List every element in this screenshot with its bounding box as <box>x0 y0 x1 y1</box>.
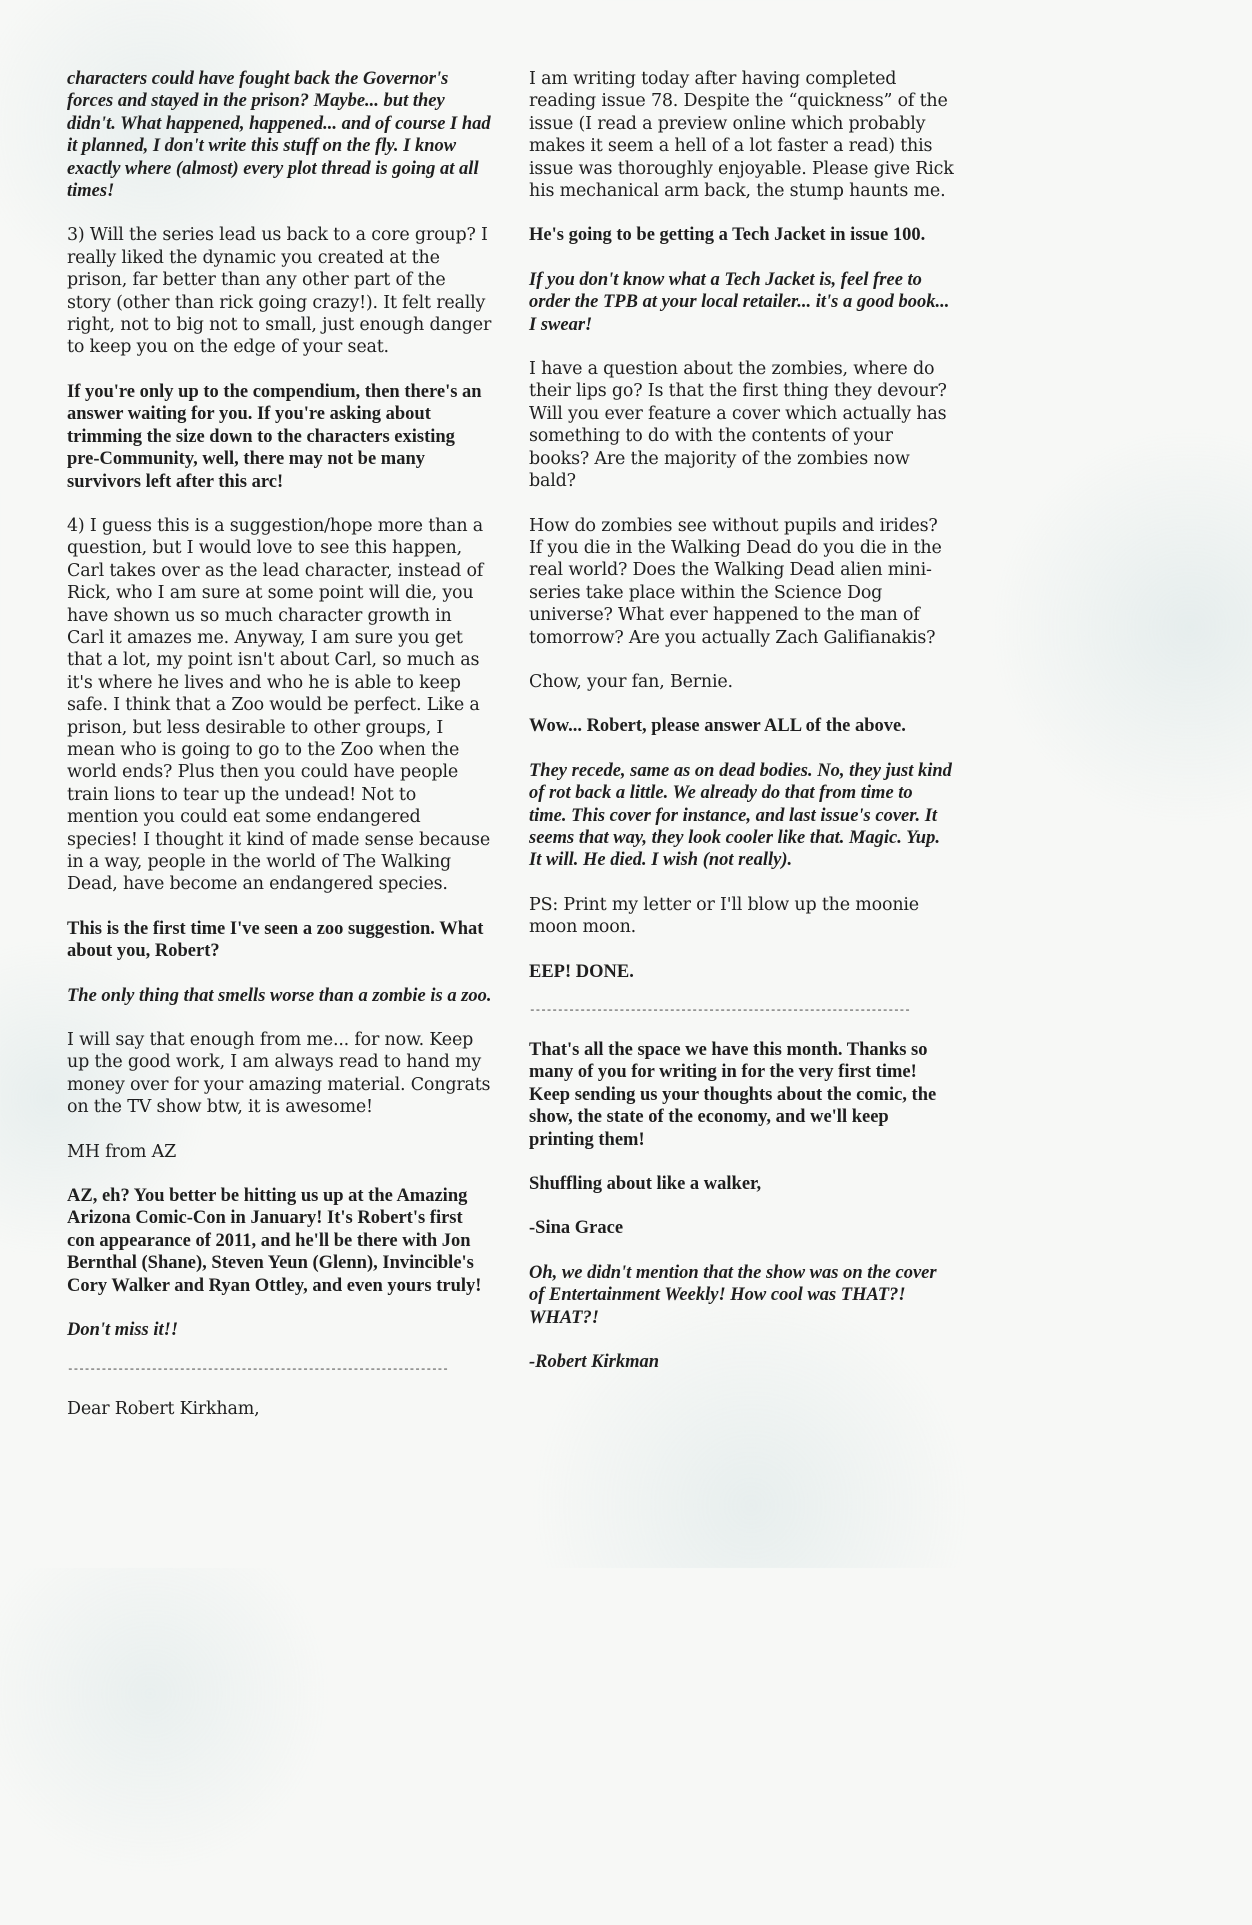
section-divider: -------------------------------------------------------------------- <box>529 1005 910 1017</box>
editor-closing: Shuffling about like a walker, <box>529 1174 762 1195</box>
editor-reply: If you don't know what a Tech Jacket is, feel free to order the TPB at your local retailer... it's a good book... I swear! <box>529 269 950 335</box>
editor-reply: AZ, eh? You better be hitting us up at the Amazing Arizona Comic-Con in January! It's Robert's first con appearance of 2011, and he'll be there with Jon Bernthal (Shane), Steven Yeun (Glenn), Invincible's Cory Walker and Ryan Ottley, and even yours truly! <box>67 1186 482 1296</box>
letter-salutation: Dear Robert Kirkham, <box>67 1398 260 1419</box>
editor-reply: Don't miss it!! <box>67 1320 179 1341</box>
letter-paragraph: PS: Print my letter or I'll blow up the moonie moon moon. <box>529 894 919 938</box>
left-column <box>67 68 492 1442</box>
editor-reply: Oh, we didn't mention that the show was on the cover of Entertainment Weekly! How cool was THAT?! WHAT?! <box>529 1262 937 1328</box>
right-column <box>529 68 954 1395</box>
editor-reply: EEP! DONE. <box>529 961 634 982</box>
letter-paragraph: I will say that enough from me... for now. Keep up the good work, I am always read to hand my money over for your amazing material. Congrats on the TV show btw, it is awesome! <box>67 1030 491 1118</box>
editor-reply: Wow... Robert, please answer ALL of the above. <box>529 716 906 737</box>
letter-paragraph: 4) I guess this is a suggestion/hope more than a question, but I would love to see this happen, Carl takes over as the lead character, instead of Rick, who I am sure at some point will die, you have shown us so much character growth in Carl it amazes me. Anyway, I am sure you get that a lot, my point isn't about Carl, so much as it's where he lives and who he is able to keep safe. I think that a Zoo would be perfect. Like a prison, but less desirable to other groups, I mean who is going to go to the Zoo when the world ends? Plus then you could have people train lions to tear up the undead! Not to mention you could eat some endangered species! I thought it kind of made sense because in a way, people in the world of The Walking Dead, have become an endangered species. <box>67 515 490 895</box>
letter-signature: Chow, your fan, Bernie. <box>529 671 733 692</box>
editor-reply: characters could have fought back the Governor's forces and stayed in the prison? Maybe... but they didn't. What happened, happened... and of course I had it planned, I don't write this stuff on the fly. I know exactly where (almost) every plot thread is going at all times! <box>67 69 491 202</box>
editor-reply: They recede, same as on dead bodies. No, they just kind of rot back a little. We already do that from time to time. This cover for instance, and last issue's cover. It seems that way, they look cooler like that. Magic. Yup. It will. He died. I wish (not really). <box>529 760 952 871</box>
letter-paragraph: I have a question about the zombies, where do their lips go? Is that the first thing they devour? Will you ever feature a cover which actually has something to do with the contents of your books? Are the majority of the zombies now bald? <box>529 359 947 492</box>
letter-paragraph: How do zombies see without pupils and irides? If you die in the Walking Dead do you die in the real world? Does the Walking Dead alien mini-series take place within the Science Dog universe? What ever happened to the man of tomorrow? Are you actually Zach Galifianakis? <box>529 515 942 648</box>
editor-reply: This is the first time I've seen a zoo suggestion. What about you, Robert? <box>67 918 484 962</box>
editor-reply: If you're only up to the compendium, then there's an answer waiting for you. If you're asking about trimming the size down to the characters existing pre-Community, well, there may not be many survivors left after this arc! <box>67 381 482 492</box>
letter-signature: MH from AZ <box>67 1141 177 1162</box>
editor-signature: -Robert Kirkman <box>529 1352 660 1373</box>
editor-reply: The only thing that smells worse than a zombie is a zoo. <box>67 985 492 1006</box>
section-divider: -------------------------------------------------------------------- <box>67 1363 448 1376</box>
letter-paragraph: 3) Will the series lead us back to a core group? I really liked the dynamic you created at the prison, far better than any other part of the story (other than rick going crazy!). It felt really right, not to big not to small, just enough danger to keep you on the edge of your seat. <box>67 225 492 358</box>
letter-paragraph: I am writing today after having completed reading issue 78. Despite the “quickness” of the issue (I read a preview online which probably makes it seem a hell of a lot faster a read) this issue was thoroughly enjoyable. Please give Rick his mechanical arm back, the stump haunts me. <box>529 69 954 202</box>
editor-closing: That's all the space we have this month. Thanks so many of you for writing in for the very first time! Keep sending us your thoughts about the comic, the show, the state of the economy, and we'll keep printing them! <box>529 1040 937 1150</box>
editor-reply: He's going to be getting a Tech Jacket in issue 100. <box>529 225 926 246</box>
editor-signature: -Sina Grace <box>529 1218 624 1239</box>
